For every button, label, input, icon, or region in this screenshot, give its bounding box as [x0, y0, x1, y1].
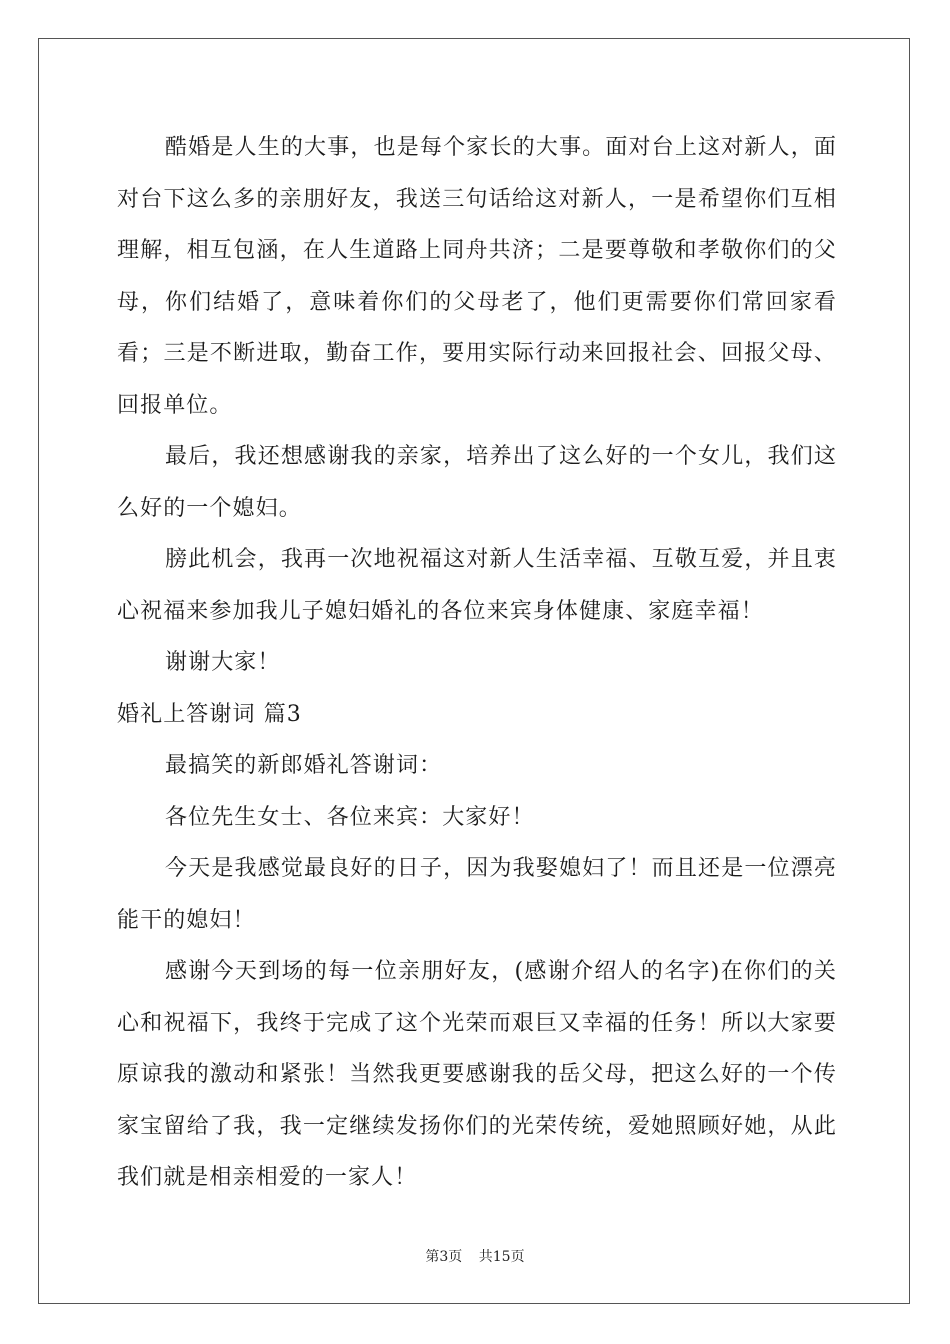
section-heading: 婚礼上答谢词 篇3: [117, 701, 302, 727]
paragraph: 今天是我感觉最良好的日子，因为我娶媳妇了！而且还是一位漂亮能干的媳妇！: [117, 856, 837, 933]
paragraph: 各位先生女士、各位来宾：大家好！: [165, 804, 535, 830]
document-body: [117, 122, 837, 1204]
paragraph: 最后，我还想感谢我的亲家，培养出了这么好的一个女儿，我们这么好的一个媳妇。: [117, 444, 837, 521]
page-footer: [0, 1246, 950, 1266]
paragraph: 感谢今天到场的每一位亲朋好友，(感谢介绍人的名字)在你们的关心和祝福下，我终于完成了这个光荣而艰巨又幸福的任务！所以大家要原谅我的激动和紧张！当然我更要感谢我的岳父母，把这么好的一个传家宝留给了我，我一定继续发扬你们的光荣传统，爱她照顾好她，从此我们就是相亲相爱的一家人！: [117, 959, 837, 1190]
paragraph: 酷婚是人生的大事，也是每个家长的大事。面对台上这对新人，面对台下这么多的亲朋好友，我送三句话给这对新人，一是希望你们互相理解，相互包涵，在人生道路上同舟共济；二是要尊敬和孝敬你们的父母，你们结婚了，意味着你们的父母老了，他们更需要你们常回家看看；三是不断进取，勤奋工作，要用实际行动来回报社会、回报父母、回报单位。: [117, 135, 837, 418]
page-number: 第3页: [425, 1249, 463, 1265]
paragraph: 最搞笑的新郎婚礼答谢词：: [165, 753, 443, 778]
page-total: 共15页: [478, 1249, 525, 1265]
paragraph: 膀此机会，我再一次地祝福这对新人生活幸福、互敬互爱，并且衷心祝福来参加我儿子媳妇婚礼的各位来宾身体健康、家庭幸福！: [117, 547, 837, 624]
paragraph: 谢谢大家！: [165, 650, 281, 675]
